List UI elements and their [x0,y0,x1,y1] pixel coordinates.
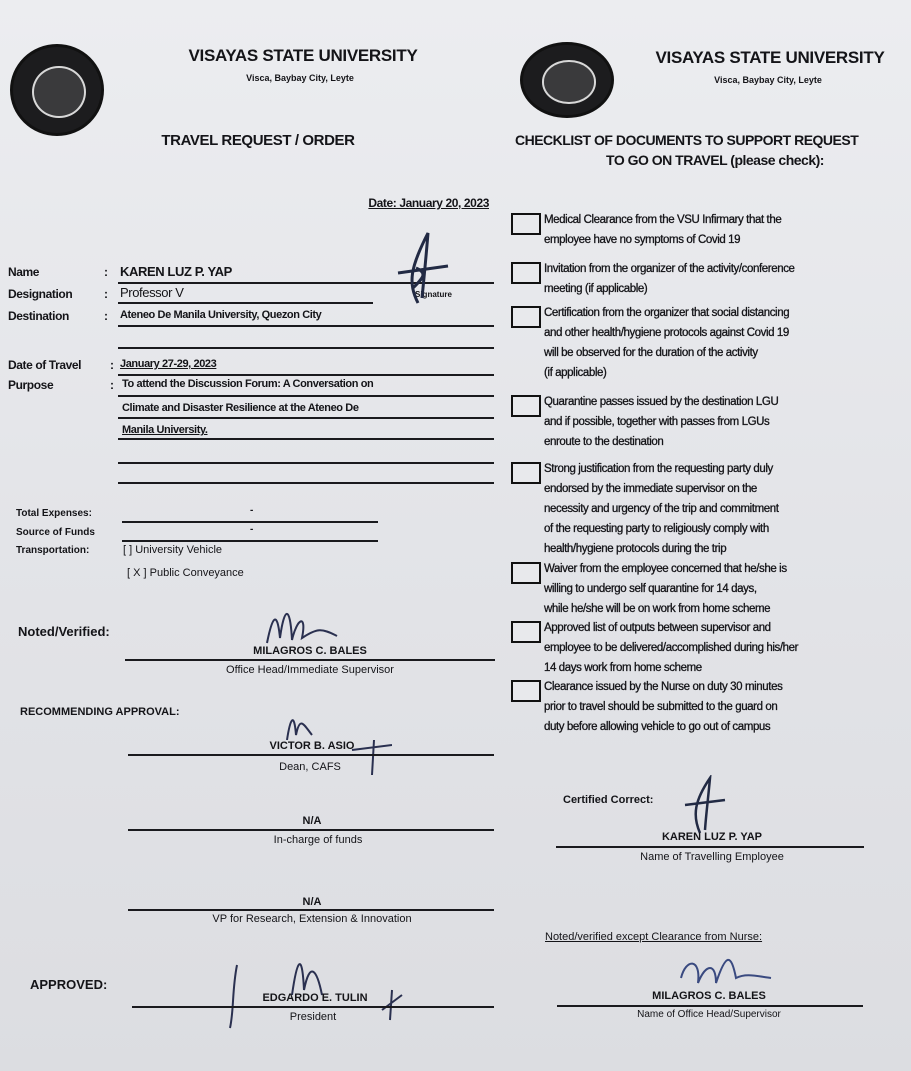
source-of-funds-value: - [250,524,254,535]
name-value: KAREN LUZ P. YAP [120,264,232,279]
colon: : [104,309,108,323]
vp-title: VP for Research, Extension & Innovation [212,913,412,925]
funds-incharge-name: N/A [302,815,322,827]
form-title: TRAVEL REQUEST / ORDER [161,132,355,149]
checklist-checkbox[interactable] [511,306,541,328]
checklist-item-text: and other health/hygiene protocols against Covid 19 [544,327,789,339]
noted-name: MILAGROS C. BALES [253,645,367,657]
checklist-item-text: Strong justification from the requesting party duly [544,463,773,475]
date-of-travel-label: Date of Travel [8,358,82,372]
approved-label: APPROVED: [30,977,108,992]
transport-public-conveyance[interactable]: [ X ] Public Conveyance [127,567,244,579]
request-date: Date: January 20, 2023 [368,196,489,210]
checklist-item-text: and if possible, together with passes from LGUs [544,416,770,428]
checklist-item-text: willing to undergo self quarantine for 14 days, [544,583,757,595]
checklist-item-text: while he/she will be on work from home scheme [544,603,771,615]
office-head-name: MILAGROS C. BALES [652,990,766,1002]
colon: : [110,378,114,392]
purpose-label: Purpose [8,378,54,392]
office-head-title: Name of Office Head/Supervisor [637,1009,781,1020]
checklist-item-text: employee to be delivered/accomplished during his/her [544,642,799,654]
destination-label: Destination [8,309,69,323]
noted-title: Office Head/Immediate Supervisor [226,664,394,676]
checklist-item-text: Quarantine passes issued by the destination LGU [544,396,779,408]
checklist-item-text: meeting (if applicable) [544,283,648,295]
designation-label: Designation [8,287,73,301]
checklist-item-text: Approved list of outputs between supervisor and [544,622,771,634]
colon: : [110,358,114,372]
certified-title: Name of Travelling Employee [640,851,784,863]
certified-name: KAREN LUZ P. YAP [661,831,763,843]
university-address-right: Visca, Baybay City, Leyte [714,75,822,85]
checklist-checkbox[interactable] [511,621,541,643]
checklist-checkbox[interactable] [511,462,541,484]
checklist-item-text: Certification from the organizer that social distancing [544,307,790,319]
checklist-item-text: enroute to the destination [544,436,664,448]
checklist-item-text: of the requesting party to religiously comply with [544,523,769,535]
checklist-item-text: necessity and urgency of the trip and commitment [544,503,779,515]
signature-milagros-right [676,948,776,993]
university-name-left: VISAYAS STATE UNIVERSITY [188,46,418,65]
transportation-label: Transportation: [16,545,90,556]
checklist-item-text: duty before allowing vehicle to go out of campus [544,721,771,733]
checklist-checkbox[interactable] [511,562,541,584]
colon: : [104,287,108,301]
checklist-item-text: 14 days work from home scheme [544,662,702,674]
recommending-approval-label: RECOMMENDING APPROVAL: [20,706,180,718]
checklist-checkbox[interactable] [511,395,541,417]
purpose-line: Climate and Disaster Resilience at the Ateneo De [122,402,359,414]
noted-verified-label: Noted/Verified: [18,624,110,639]
checklist-item-text: endorsed by the immediate supervisor on the [544,483,757,495]
university-name-right: VISAYAS STATE UNIVERSITY [655,48,885,67]
designation-value: Professor V [120,285,184,300]
funds-incharge-title: In-charge of funds [273,834,363,846]
checklist-checkbox[interactable] [511,213,541,235]
source-of-funds-label: Source of Funds [16,527,95,538]
checklist-checkbox[interactable] [511,262,541,284]
checklist-item-text: health/hygiene protocols during the trip [544,543,727,555]
approved-title: President [289,1011,337,1023]
vp-name: N/A [302,896,322,908]
signature-karen-certified [680,775,730,835]
checklist-item-text: (if applicable) [544,367,607,379]
signature-milagros [262,598,342,648]
checklist-item-text: Invitation from the organizer of the activity/conference [544,263,795,275]
checklist-item-text: Waiver from the employee concerned that he/she is [544,563,787,575]
checklist-subtitle: TO GO ON TRAVEL (please check): [606,152,824,168]
checklist-item-text: prior to travel should be submitted to the guard on [544,701,778,713]
total-expenses-label: Total Expenses: [16,508,92,519]
recommending-name: VICTOR B. ASIO [269,740,355,752]
checklist-item-text: will be observed for the duration of the activity [544,347,758,359]
signature-karen [388,228,458,308]
total-expenses-value: - [250,505,254,516]
approved-name: EDGARDO E. TULIN [262,992,368,1004]
purpose-line: Manila University. [122,424,208,436]
university-address-left: Visca, Baybay City, Leyte [246,73,354,83]
destination-value: Ateneo De Manila University, Quezon City [120,309,322,321]
checklist-item-text: Medical Clearance from the VSU Infirmary that the [544,214,782,226]
checklist-checkbox[interactable] [511,680,541,702]
checklist-item-text: Clearance issued by the Nurse on duty 30 minutes [544,681,783,693]
recommending-title: Dean, CAFS [279,761,341,773]
transport-university-vehicle[interactable]: [ ] University Vehicle [123,544,223,556]
colon: : [104,265,108,279]
noted-except-label: Noted/verified except Clearance from Nurse: [545,931,763,943]
checklist-title: CHECKLIST OF DOCUMENTS TO SUPPORT REQUEST [515,132,859,148]
university-seal-logo-left [10,44,104,136]
signature-label: Signature [415,290,452,299]
purpose-line: To attend the Discussion Forum: A Conversation on [122,378,374,390]
checklist-item-text: employee have no symptoms of Covid 19 [544,234,741,246]
university-seal-logo-right [520,42,614,118]
name-label: Name [8,265,40,279]
certified-correct-label: Certified Correct: [563,794,654,806]
date-of-travel-value: January 27-29, 2023 [120,358,217,370]
